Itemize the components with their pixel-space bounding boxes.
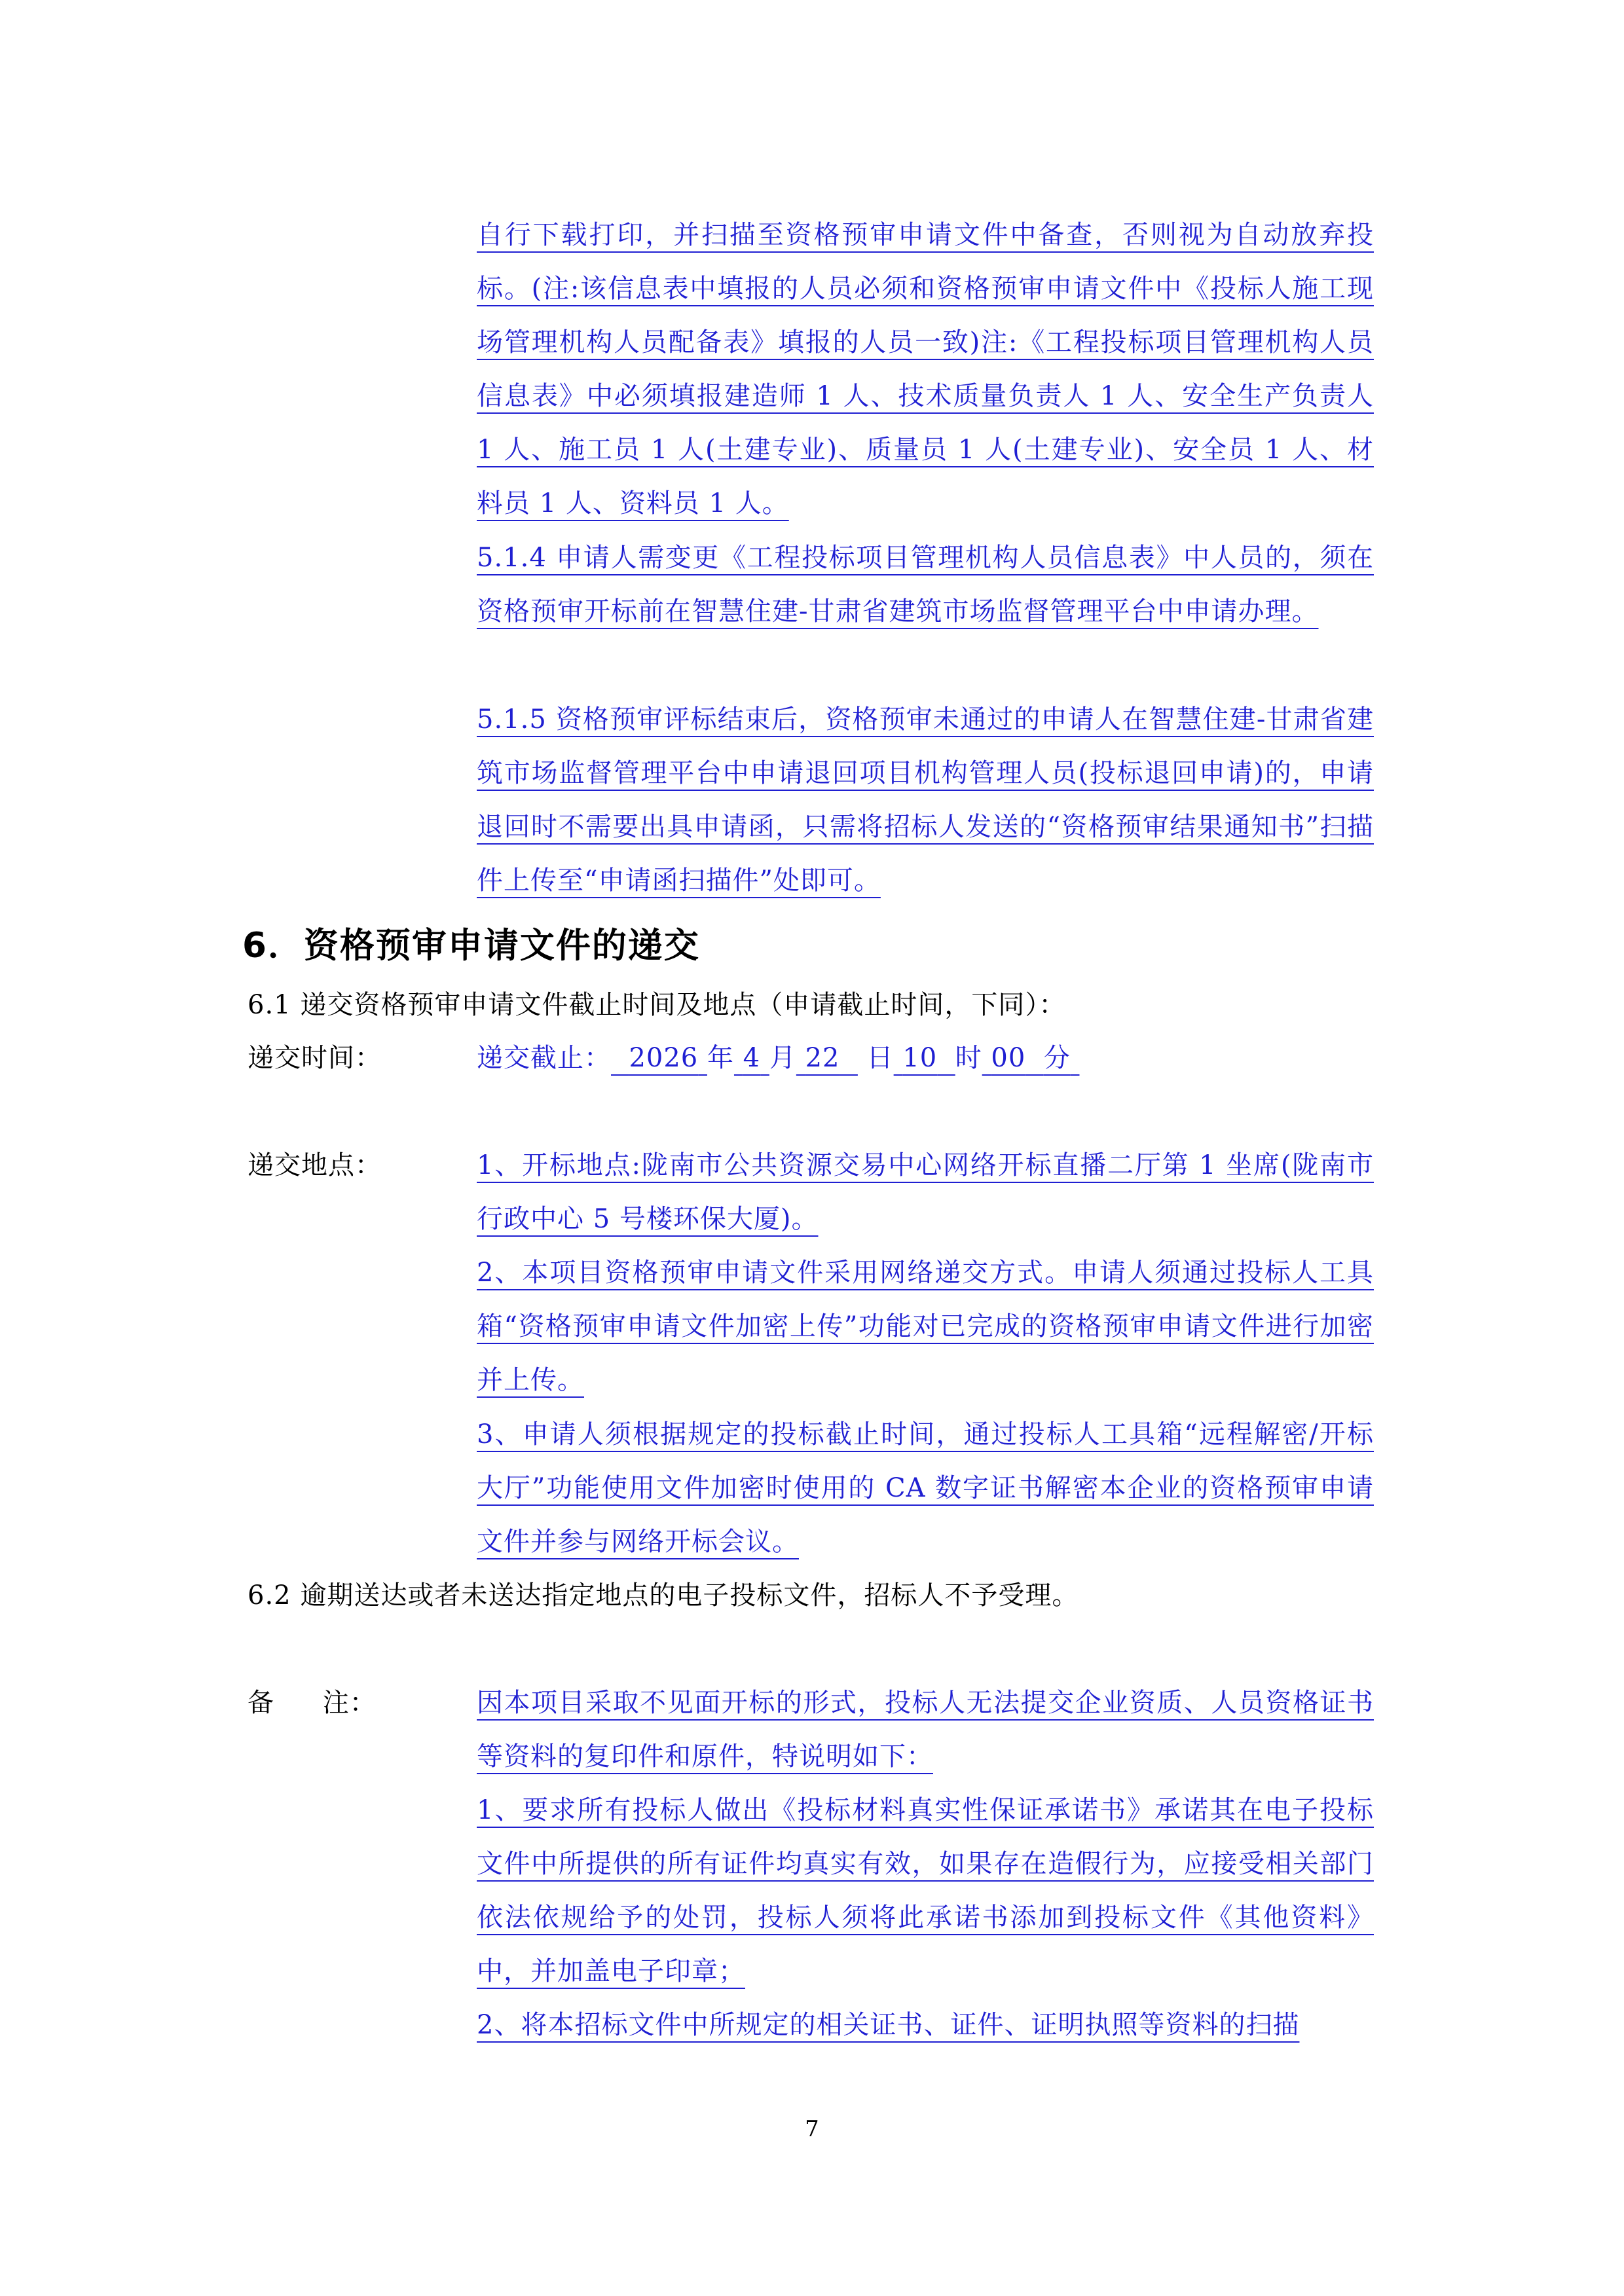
submission-place-label: 递交地点： [248,1150,382,1180]
clause-5-1-4-text: 5.1.4 申请人需变更《工程投标项目管理机构人员信息表》中人员的，须在资格预审开标前在智慧住建-甘肃省建筑市场监督管理平台中申请办理。 [477,543,1374,627]
paragraph-5-1-5 [477,693,1374,907]
place-item-2 [477,1246,1374,1407]
place-item-1 [477,1139,1374,1246]
deadline-month: 4 [743,1043,761,1073]
place-item-3 [477,1408,1374,1569]
place-item-3-text: 3、申请人须根据规定的投标截止时间，通过投标人工具箱“远程解密/开标大厅”功能使用文件加密时使用的 CA 数字证书解密本企业的资格预审申请文件并参与网络开标会议。 [477,1419,1374,1557]
hour-unit: 时 [955,1043,982,1073]
deadline-hour: 10 [902,1043,938,1073]
deadline-prefix: 递交截止： [477,1043,611,1073]
place-item-2-text: 2、本项目资格预审申请文件采用网络递交方式。申请人须通过投标人工具箱“资格预审申请文件加密上传”功能对已完成的资格预审申请文件进行加密并上传。 [477,1258,1374,1395]
deadline-year: 2026 [629,1043,699,1073]
place-item-1-text: 1、开标地点:陇南市公共资源交易中心网络开标直播二厅第 1 坐席(陇南市行政中心 5 号楼环保大厦)。 [477,1150,1374,1234]
submission-time-label: 递交时间： [248,1043,382,1073]
remark-item-2-text: 2、将本招标文件中所规定的相关证书、证件、证明执照等资料的扫描 [477,2010,1300,2040]
remark-intro-text: 因本项目采取不见面开标的形式，投标人无法提交企业资质、人员资格证书等资料的复印件和原件，特说明如下： [477,1688,1374,1772]
minute-unit: 分 [1043,1043,1071,1073]
remark-item-1 [477,1783,1374,1998]
deadline-day: 22 [805,1043,840,1073]
deadline-minute: 00 [991,1043,1026,1073]
remark-intro [477,1676,1374,1783]
item-6-1: 6.1 递交资格预审申请文件截止时间及地点（申请截止时间，下同）： [248,990,1066,1020]
submission-deadline [477,1031,1374,1085]
clause-5-1-5-text: 5.1.5 资格预审评标结束后，资格预审未通过的申请人在智慧住建-甘肃省建筑市场监督管理平台中申请退回项目机构管理人员(投标退回申请)的，申请退回时不需要出具申请函，只需将招标人发送的“资格预审结果通知书”扫描件上传至“申请函扫描件”处即可。 [477,704,1374,896]
paragraph-5-1-4 [477,531,1374,638]
remark-item-2 [477,1998,1374,2052]
day-unit: 日 [866,1043,894,1073]
personnel-info-text: 自行下载打印，并扫描至资格预审申请文件中备查，否则视为自动放弃投标。(注:该信息表中填报的人员必须和资格预审申请文件中《投标人施工现场管理机构人员配备表》填报的人员一致)注:《工程投标项目管理机构人员信息表》中必须填报建造师 1 人、技术质量负责人 1 人、安全生产负责人 1 人、施工员 1 人(土建专业)、质量员 1 人(土建专业)、安全员 1 人、材料员 1 人、资料员 1 人。 [477,220,1374,519]
remark-item-1-text: 1、要求所有投标人做出《投标材料真实性保证承诺书》承诺其在电子投标文件中所提供的所有证件均真实有效，如果存在造假行为，应接受相关部门依法依规给予的处罚，投标人须将此承诺书添加到投标文件《其他资料》中，并加盖电子印章； [477,1795,1374,1986]
remark-label: 备 注： [248,1688,377,1718]
page-number: 7 [805,2116,819,2142]
item-6-2: 6.2 逾期送达或者未送达指定地点的电子投标文件，招标人不予受理。 [248,1580,1079,1611]
section-6-heading: 6．资格预审申请文件的递交 [242,926,700,966]
year-unit: 年 [707,1043,734,1073]
paragraph-personnel-info [477,208,1374,530]
month-unit: 月 [769,1043,796,1073]
